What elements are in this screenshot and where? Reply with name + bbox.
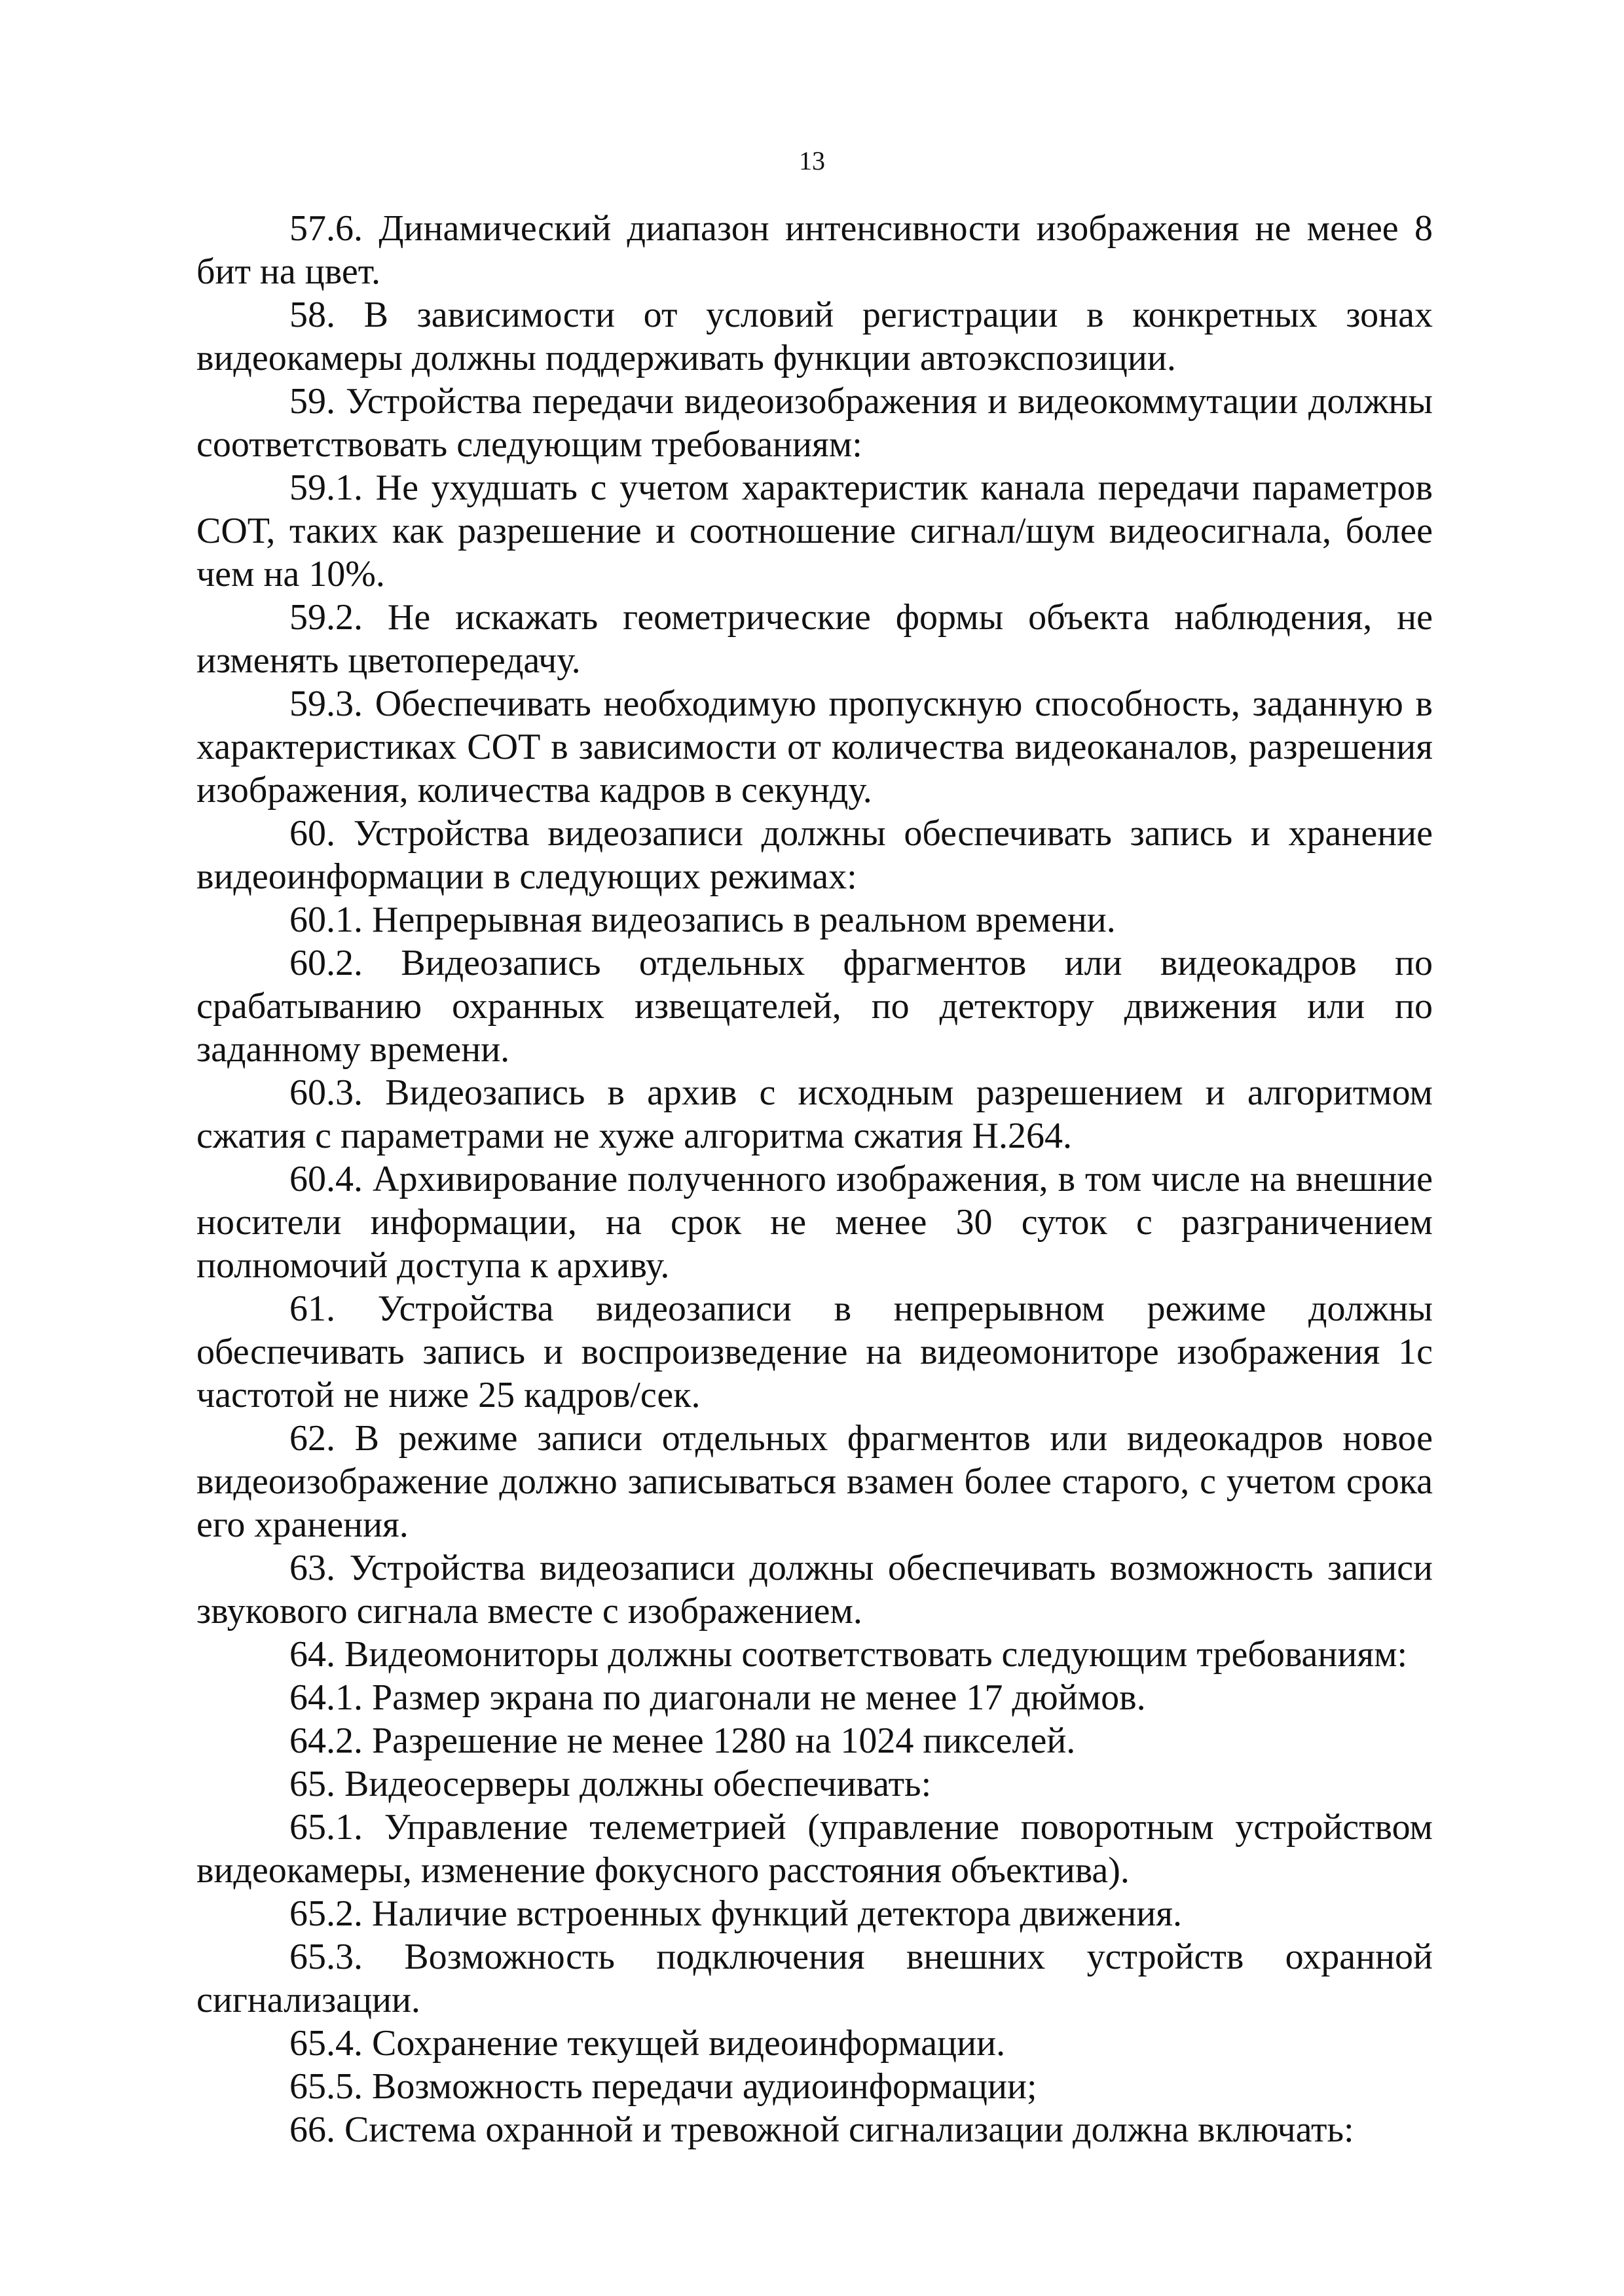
paragraph-66: 66. Система охранной и тревожной сигнализации должна включать: (289, 2109, 1354, 2150)
paragraph-64-1: 64.1. Размер экрана по диагонали не менее 17 дюймов. (289, 1677, 1146, 1718)
paragraph-62: 62. В режиме записи отдельных фрагментов или видеокадров новое видеоизображение должно записываться взамен более старого, с учетом срока его хранения. (196, 1418, 1433, 1545)
paragraph-63: 63. Устройства видеозаписи должны обеспечивать возможность записи звукового сигнала вместе с изображением. (196, 1548, 1433, 1631)
paragraph-60-1: 60.1. Непрерывная видеозапись в реальном времени. (289, 900, 1116, 940)
paragraph-65-3: 65.3. Возможность подключения внешних устройств охранной сигнализации. (196, 1937, 1433, 2020)
paragraph-57-6: 57.6. Динамический диапазон интенсивности изображения не менее 8 бит на цвет. (196, 208, 1433, 292)
paragraph-64: 64. Видеомониторы должны соответствовать следующим требованиям: (289, 1634, 1408, 1675)
paragraph-60-3: 60.3. Видеозапись в архив с исходным разрешением и алгоритмом сжатия с параметрами не хуже алгоритма сжатия Н.264. (196, 1072, 1433, 1156)
paragraph-65-4: 65.4. Сохранение текущей видеоинформации. (289, 2023, 1006, 2064)
paragraph-64-2: 64.2. Разрешение не менее 1280 на 1024 пикселей. (289, 1721, 1076, 1761)
document-body (196, 207, 1433, 2151)
paragraph-59-2: 59.2. Не искажать геометрические формы объекта наблюдения, не изменять цветопередачу. (196, 597, 1433, 681)
paragraph-60-4: 60.4. Архивирование полученного изображения, в том числе на внешние носители информации, на срок не менее 30 суток с разграничением полномочий доступа к архиву. (196, 1159, 1433, 1286)
paragraph-59-1: 59.1. Не ухудшать с учетом характеристик канала передачи параметров СОТ, таких как разрешение и соотношение сигнал/шум видеосигнала, более чем на 10%. (196, 467, 1433, 594)
paragraph-65-2: 65.2. Наличие встроенных функций детектора движения. (289, 1893, 1183, 1934)
paragraph-59: 59. Устройства передачи видеоизображения и видеокоммутации должны соответствовать следующим требованиям: (196, 381, 1433, 465)
page-number: 13 (799, 146, 825, 175)
paragraph-60-2: 60.2. Видеозапись отдельных фрагментов или видеокадров по срабатыванию охранных извещателей, по детектору движения или по заданному времени. (196, 943, 1433, 1070)
paragraph-65-1: 65.1. Управление телеметрией (управление поворотным устройством видеокамеры, изменение фокусного расстояния объектива). (196, 1807, 1433, 1891)
paragraph-65-5: 65.5. Возможность передачи аудиоинформации; (289, 2066, 1037, 2107)
paragraph-59-3: 59.3. Обеспечивать необходимую пропускную способность, заданную в характеристиках СОТ в зависимости от количества видеоканалов, разрешения изображения, количества кадров в секунду. (196, 683, 1433, 811)
paragraph-58: 58. В зависимости от условий регистрации в конкретных зонах видеокамеры должны поддерживать функции автоэкспозиции. (196, 295, 1433, 378)
paragraph-60: 60. Устройства видеозаписи должны обеспечивать запись и хранение видеоинформации в следующих режимах: (196, 813, 1433, 897)
paragraph-61: 61. Устройства видеозаписи в непрерывном режиме должны обеспечивать запись и воспроизведение на видеомониторе изображения 1с частотой не ниже 25 кадров/сек. (196, 1288, 1433, 1415)
paragraph-65: 65. Видеосерверы должны обеспечивать: (289, 1764, 932, 1804)
